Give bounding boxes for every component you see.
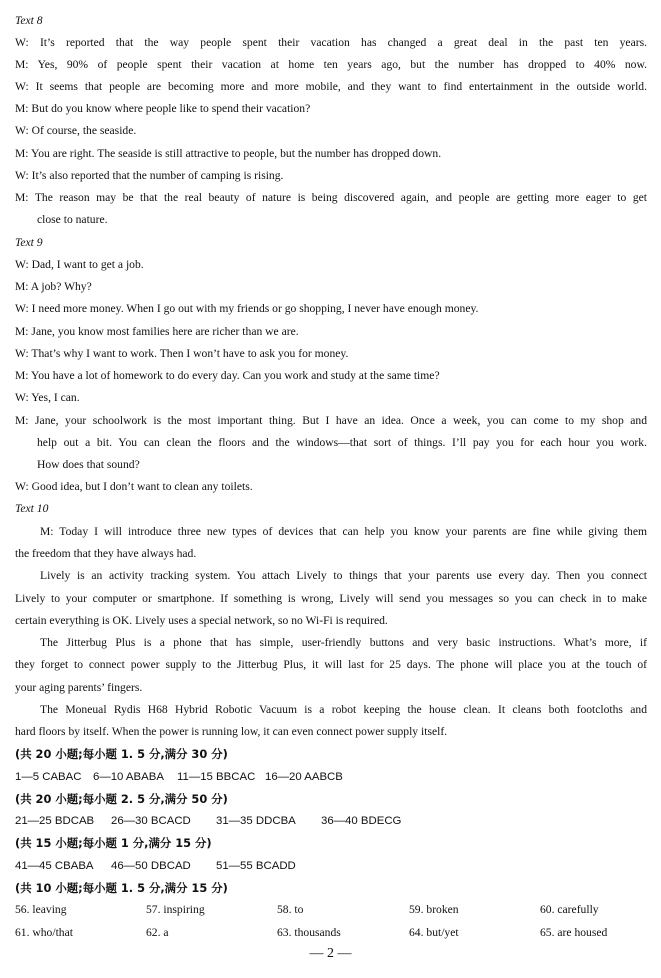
answer-item: 65. are housed: [540, 926, 608, 939]
answer-group: 36—40 BDECG: [321, 815, 402, 827]
monologue-line: your aging parents’ fingers.: [15, 681, 143, 694]
dialogue-line: W: It seems that people are becoming more and more mobile, and they want to find entertainment in the outside world.: [15, 80, 647, 93]
dialogue-line: M: Jane, your schoolwork is the most important thing. But I have an idea. Once a week, you can come to my shop and: [15, 414, 647, 427]
dialogue-line-continued: close to nature.: [37, 213, 108, 226]
dialogue-line-continued: How does that sound?: [37, 458, 140, 471]
monologue-line: the freedom that they have always had.: [15, 547, 197, 560]
dialogue-line: M: Jane, you know most families here are richer than we are.: [15, 325, 299, 338]
answer-row: [15, 769, 647, 785]
answer-item: 61. who/that: [15, 926, 73, 939]
answer-row: [15, 813, 647, 829]
answer-section-header: (共 15 小题;每小题 1 分,满分 15 分): [15, 836, 212, 850]
answer-group: 11—15 BBCAC: [177, 771, 256, 783]
monologue-line: certain everything is OK. Lively uses a special network, so no Wi-Fi is required.: [15, 614, 388, 627]
monologue-line: Lively is an activity tracking system. You attach Lively to things that your parents use every day. Then you connect: [40, 569, 647, 582]
dialogue-line: M: You are right. The seaside is still attractive to people, but the number has dropped down.: [15, 147, 442, 160]
dialogue-line: W: I need more money. When I go out with my friends or go shopping, I never have enough money.: [15, 302, 479, 315]
dialogue-line: M: The reason may be that the real beauty of nature is being discovered again, and people are getting more eager to get: [15, 191, 647, 204]
answer-item: 62. a: [146, 926, 169, 939]
answer-row: [15, 902, 647, 918]
dialogue-line: W: Dad, I want to get a job.: [15, 258, 144, 271]
answer-item: 58. to: [277, 903, 304, 916]
answer-group: 31—35 DDCBA: [216, 815, 296, 827]
answer-group: 21—25 BDCAB: [15, 815, 95, 827]
monologue-line: hard floors by itself. When the power is running low, it can even connect power supply itself.: [15, 725, 448, 738]
dialogue-line: W: That’s why I want to work. Then I won’t have to ask you for money.: [15, 347, 349, 360]
answer-group: 51—55 BCADD: [216, 860, 296, 872]
dialogue-line: M: A job? Why?: [15, 280, 92, 293]
monologue-line: Lively to your computer or smartphone. If something is wrong, Lively will send you messages so you can check in to make: [15, 592, 647, 605]
answer-item: 64. but/yet: [409, 926, 459, 939]
text10-heading: Text 10: [15, 502, 49, 515]
answer-group: 41—45 CBABA: [15, 860, 94, 872]
answer-section-header: (共 20 小题;每小题 1. 5 分,满分 30 分): [15, 747, 228, 761]
dialogue-line-continued: help out a bit. You can clean the floors and the windows—that sort of things. I’ll pay you for each hour you work.: [37, 436, 647, 449]
dialogue-line: W: Yes, I can.: [15, 391, 80, 404]
answer-row: [15, 925, 647, 941]
answer-section-header: (共 20 小题;每小题 2. 5 分,满分 50 分): [15, 792, 228, 806]
answer-item: 60. carefully: [540, 903, 599, 916]
monologue-line: The Jitterbug Plus is a phone that has simple, user-friendly buttons and very basic instructions. What’s more, if: [40, 636, 647, 649]
dialogue-line: W: It’s reported that the way people spent their vacation has changed a great deal in the past ten years.: [15, 36, 647, 49]
answer-group: 26—30 BCACD: [111, 815, 191, 827]
dialogue-line: M: But do you know where people like to spend their vacation?: [15, 102, 311, 115]
dialogue-line: W: Good idea, but I don’t want to clean any toilets.: [15, 480, 253, 493]
dialogue-line: W: It’s also reported that the number of camping is rising.: [15, 169, 284, 182]
dialogue-line: W: Of course, the seaside.: [15, 124, 137, 137]
answer-row: [15, 858, 647, 874]
answer-group: 6—10 ABABA: [93, 771, 164, 783]
answer-item: 56. leaving: [15, 903, 67, 916]
answer-group: 16—20 AABCB: [265, 771, 343, 783]
page-number: — 2 —: [309, 946, 352, 961]
answer-item: 63. thousands: [277, 926, 341, 939]
dialogue-line: M: Yes, 90% of people spent their vacation at home ten years ago, but the number has dropped to 40% now.: [15, 58, 647, 71]
dialogue-line: M: You have a lot of homework to do every day. Can you work and study at the same time?: [15, 369, 440, 382]
answer-group: 46—50 DBCAD: [111, 860, 191, 872]
answer-item: 59. broken: [409, 903, 459, 916]
answer-group: 1—5 CABAC: [15, 771, 82, 783]
monologue-line: they forget to connect power supply to the Jitterbug Plus, it will last for 25 days. The phone will place you at the touch of: [15, 658, 647, 671]
answer-item: 57. inspiring: [146, 903, 205, 916]
text8-heading: Text 8: [15, 14, 43, 27]
answer-section-header: (共 10 小题;每小题 1. 5 分,满分 15 分): [15, 881, 228, 895]
text9-heading: Text 9: [15, 236, 43, 249]
monologue-line: The Moneual Rydis H68 Hybrid Robotic Vacuum is a robot keeping the house clean. It cleans both footcloths and: [40, 703, 647, 716]
monologue-line: M: Today I will introduce three new types of devices that can help you know your parents are fine while giving them: [40, 525, 647, 538]
